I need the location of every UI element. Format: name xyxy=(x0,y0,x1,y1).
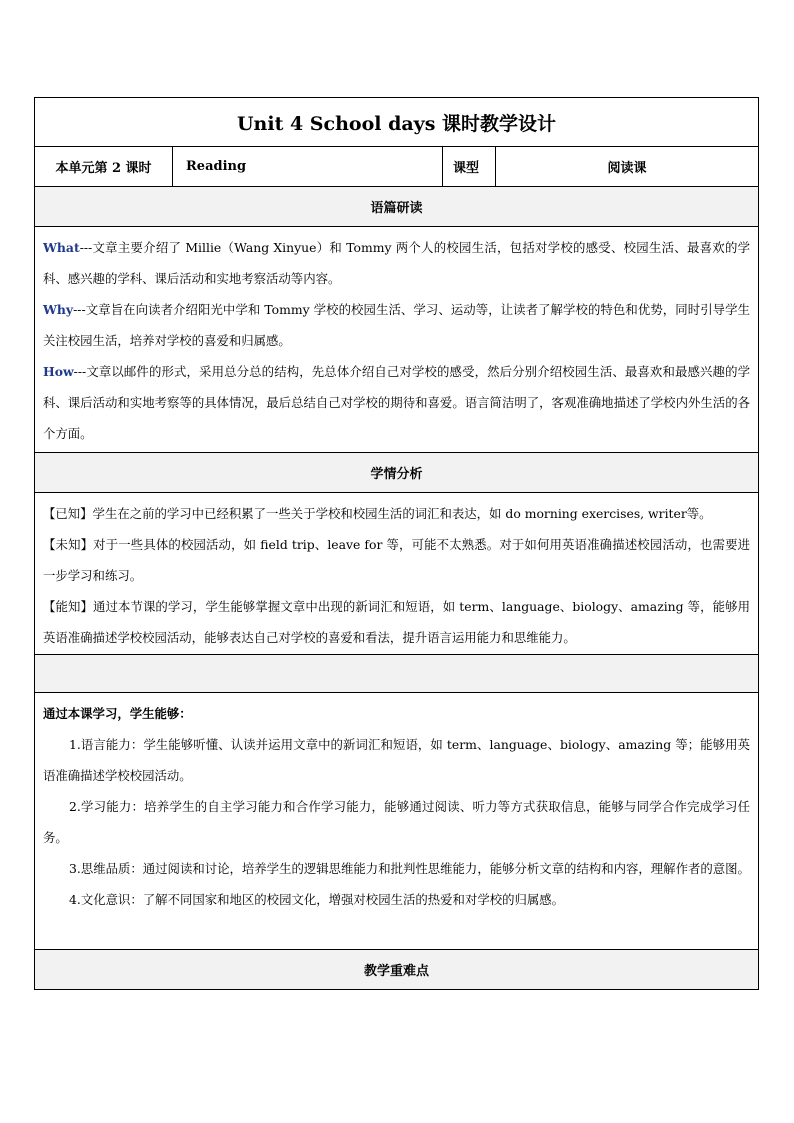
how-text: ---文章以邮件的形式，采用总分总的结构，先总体介绍自己对学校的感受，然后分别介绍校园生活、最喜欢和最感兴趣的学科、课后活动和实地考察等的具体情况，最后总结自己对学校的期待和喜爱。语言简洁明了，客观准确地描述了学校内外生活的各个方面。 xyxy=(43,364,750,441)
known-paragraph: 【已知】学生在之前的学习中已经积累了一些关于学校和校园生活的词汇和表达，如 do morning exercises, writer等。 xyxy=(43,506,712,521)
objective-item: 1.语言能力：学生能够听懂、认读并运用文章中的新词汇和短语，如 term、language、biology、amazing 等；能够用英语准确描述学校校园活动。 xyxy=(43,737,750,783)
learning-analysis-header: 学情分析 xyxy=(35,452,758,492)
text-study-content xyxy=(35,226,758,452)
why-keyword: Why xyxy=(43,302,74,317)
objectives-content xyxy=(35,692,758,949)
objective-item: 2.学习能力：培养学生的自主学习能力和合作学习能力，能够通过阅读、听力等方式获取信息，能够与同学合作完成学习任务。 xyxy=(43,799,750,845)
objective-item: 4.文化意识：了解不同国家和地区的校园文化，增强对校园生活的热爱和对学校的归属感。 xyxy=(69,892,565,907)
text-study-header: 语篇研读 xyxy=(35,186,758,226)
learning-analysis-content xyxy=(35,492,758,654)
how-paragraph xyxy=(43,356,750,449)
why-paragraph xyxy=(43,294,750,356)
lesson-type-label: 课型 xyxy=(442,147,495,186)
unknown-paragraph: 【未知】对于一些具体的校园活动，如 field trip、leave for 等，可能不太熟悉。对于如何用英语准确描述校园活动，也需要进一步学习和练习。 xyxy=(43,537,750,583)
what-keyword: What xyxy=(43,240,80,255)
lesson-number: 本单元第 2 课时 xyxy=(55,161,152,176)
how-keyword: How xyxy=(43,364,74,379)
key-points-header: 教学重难点 xyxy=(35,949,758,989)
able-paragraph: 【能知】通过本节课的学习，学生能够掌握文章中出现的新词汇和短语，如 term、language、biology、amazing 等，能够用英语准确描述学校校园活动，能够表达自己对学校的喜爱和看法，提升语言运用能力和思维能力。 xyxy=(43,599,750,645)
lesson-plan-table xyxy=(34,97,759,990)
objective-item: 3.思维品质：通过阅读和讨论，培养学生的逻辑思维能力和批判性思维能力，能够分析文章的结构和内容，理解作者的意图。 xyxy=(69,861,750,876)
what-text: ---文章主要介绍了 Millie（Wang Xinyue）和 Tommy 两个人的校园生活，包括对学校的感受、校园生活、最喜欢的学科、感兴趣的学科、课后活动和实地考察活动等内容。 xyxy=(43,240,750,286)
why-text: ---文章旨在向读者介绍阳光中学和 Tommy 学校的校园生活、学习、运动等，让读者了解学校的特色和优势，同时引导学生关注校园生活，培养对学校的喜爱和归属感。 xyxy=(43,302,750,348)
blank-header xyxy=(35,654,758,692)
lesson-type-value: 阅读课 xyxy=(495,147,758,186)
what-paragraph xyxy=(43,232,750,294)
document-title: Unit 4 School days 课时教学设计 xyxy=(236,112,557,135)
lesson-title: Reading xyxy=(172,147,442,186)
lesson-info-row xyxy=(35,146,758,186)
objectives-intro: 通过本课学习，学生能够： xyxy=(43,706,192,721)
